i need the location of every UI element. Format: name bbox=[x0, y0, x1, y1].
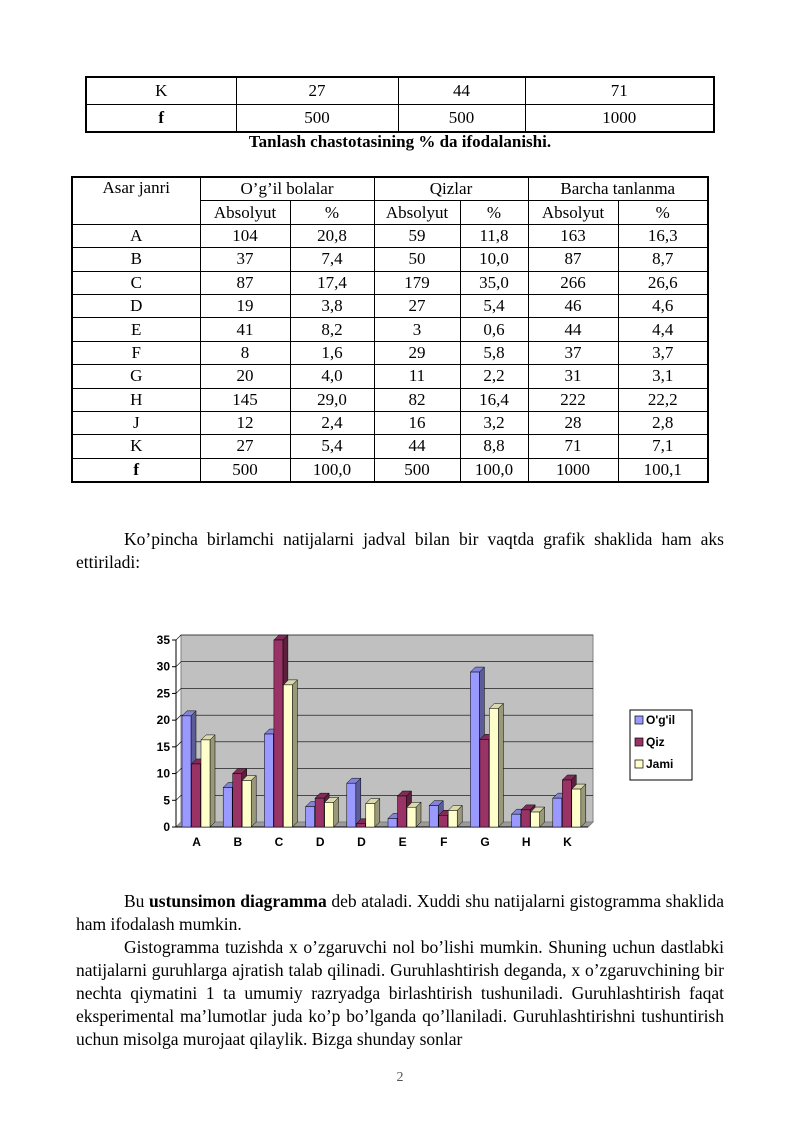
table-cell: 29 bbox=[374, 341, 460, 364]
legend-label: Qiz bbox=[646, 735, 665, 749]
table-cell: 3,1 bbox=[618, 365, 708, 388]
para-term-bold: ustunsimon diagramma bbox=[149, 891, 327, 911]
gridline-side bbox=[176, 662, 181, 667]
table-cell: 37 bbox=[528, 341, 618, 364]
table-cell: 1000 bbox=[525, 105, 714, 133]
subheader-cell: Absolyut bbox=[374, 201, 460, 224]
bar-qiz bbox=[398, 796, 407, 827]
table-cell: 27 bbox=[200, 435, 290, 458]
table-cell: 37 bbox=[200, 248, 290, 271]
bar-side bbox=[498, 703, 503, 827]
bar-qiz bbox=[192, 764, 201, 827]
table-cell: 26,6 bbox=[618, 271, 708, 294]
table-cell: 59 bbox=[374, 224, 460, 247]
table-row bbox=[72, 365, 708, 388]
y-tick-label: 5 bbox=[163, 793, 170, 808]
header-boys: O’g’il bolalar bbox=[200, 177, 374, 201]
gridline-side bbox=[176, 769, 181, 774]
bar-side bbox=[210, 735, 215, 827]
frequency-table-tail bbox=[85, 76, 715, 133]
paragraph-intro: Ko’pincha birlamchi natijalarni jadval bilan bir vaqtda grafik shaklida ham aks ettiriladi: bbox=[76, 529, 724, 572]
table-row bbox=[72, 248, 708, 271]
table-cell: 179 bbox=[374, 271, 460, 294]
legend-swatch bbox=[635, 760, 643, 768]
row-label: G bbox=[72, 365, 200, 388]
table-cell: 4,6 bbox=[618, 294, 708, 317]
bar-jami bbox=[283, 685, 292, 827]
table-cell: 71 bbox=[525, 77, 714, 105]
table-cell: 20 bbox=[200, 365, 290, 388]
row-label: K bbox=[86, 77, 236, 105]
table-cell: 145 bbox=[200, 388, 290, 411]
table-cell: 44 bbox=[398, 77, 525, 105]
para-text-before: Bu bbox=[124, 891, 150, 911]
table-cell: 20,8 bbox=[290, 224, 374, 247]
table-cell: 500 bbox=[200, 458, 290, 482]
bar-side bbox=[292, 680, 297, 827]
table-cell: 46 bbox=[528, 294, 618, 317]
row-label: J bbox=[72, 411, 200, 434]
table-cell: 17,4 bbox=[290, 271, 374, 294]
table-cell: 29,0 bbox=[290, 388, 374, 411]
table-cell: 50 bbox=[374, 248, 460, 271]
bar-ogil bbox=[264, 734, 273, 827]
table-cell: 5,4 bbox=[290, 435, 374, 458]
table-cell: 11 bbox=[374, 365, 460, 388]
table-cell: 27 bbox=[236, 77, 398, 105]
x-tick-label: K bbox=[563, 835, 572, 849]
bar-ogil bbox=[429, 806, 438, 827]
bar-ogil bbox=[553, 798, 562, 827]
header-girls: Qizlar bbox=[374, 177, 528, 201]
gridline-side bbox=[176, 742, 181, 747]
y-tick-label: 30 bbox=[156, 659, 170, 674]
table-row bbox=[86, 77, 714, 105]
gridline-side bbox=[176, 795, 181, 800]
gridline-side bbox=[176, 688, 181, 693]
x-tick-label: B bbox=[233, 835, 243, 849]
bar-qiz bbox=[439, 815, 448, 827]
bar-ogil bbox=[306, 807, 315, 827]
table-row bbox=[72, 341, 708, 364]
table-cell: 266 bbox=[528, 271, 618, 294]
gridline-side bbox=[176, 635, 181, 640]
paragraph-histogram: Gistogramma tuzishda x o’zgaruvchi nol bo’lishi mumkin. Shuning uchun dastlabki natijalarni guruhlarga ajratish talab qilinadi. Guruhlashtirish deganda, x o’zgaruvchining bir nechta qiymatini 1 ta umumiy razryadga birlashtirish tushuniladi. Guruhlashtirish faqat eksperimental ma’lumotlar juda ko’p bo’lganda qo’llaniladi. Guruhlashtirishni tushuntirish uchun misolga murojaat qilaylik. Bizga shunday sonlar bbox=[76, 937, 724, 1049]
table-cell: 2,4 bbox=[290, 411, 374, 434]
legend-swatch bbox=[635, 738, 643, 746]
bar-side bbox=[356, 778, 361, 827]
x-tick-label: H bbox=[521, 835, 531, 849]
legend-label: Jami bbox=[646, 757, 674, 771]
table-cell: 16 bbox=[374, 411, 460, 434]
bar-ogil bbox=[512, 814, 521, 827]
table-cell: 5,8 bbox=[460, 341, 528, 364]
bar-chart bbox=[140, 630, 720, 860]
x-tick-label: D bbox=[315, 835, 325, 849]
table-cell: 22,2 bbox=[618, 388, 708, 411]
subheader-cell: Absolyut bbox=[528, 201, 618, 224]
legend-label: O'g'il bbox=[646, 713, 676, 727]
table-cell: 500 bbox=[398, 105, 525, 133]
bar-jami bbox=[325, 802, 334, 827]
table-row bbox=[72, 271, 708, 294]
x-tick-label: A bbox=[192, 835, 201, 849]
table-row bbox=[72, 224, 708, 247]
bar-qiz bbox=[562, 780, 571, 827]
table-cell: 104 bbox=[200, 224, 290, 247]
table-cell: 500 bbox=[374, 458, 460, 482]
table-row bbox=[72, 388, 708, 411]
table-cell: 5,4 bbox=[460, 294, 528, 317]
gridline-side bbox=[176, 715, 181, 720]
table-cell: 31 bbox=[528, 365, 618, 388]
table-cell: 44 bbox=[528, 318, 618, 341]
table-cell: 8,8 bbox=[460, 435, 528, 458]
bar-qiz bbox=[274, 640, 283, 827]
table-cell: 44 bbox=[374, 435, 460, 458]
table-cell: 12 bbox=[200, 411, 290, 434]
para-text-after: deb ataladi. Xuddi shu natijalarni gistogramma shaklida ham ifodalash mumkin. bbox=[76, 891, 724, 934]
header-genre: Asar janri bbox=[72, 177, 200, 224]
y-tick-label: 35 bbox=[156, 633, 170, 647]
subheader-cell: % bbox=[290, 201, 374, 224]
table-cell: 3,8 bbox=[290, 294, 374, 317]
table-cell: 222 bbox=[528, 388, 618, 411]
y-tick-label: 25 bbox=[156, 686, 170, 701]
y-tick-label: 15 bbox=[156, 739, 170, 754]
bar-jami bbox=[448, 810, 457, 827]
table-cell: 71 bbox=[528, 435, 618, 458]
subheader-cell: % bbox=[460, 201, 528, 224]
bar-ogil bbox=[388, 818, 397, 827]
table-cell: 16,4 bbox=[460, 388, 528, 411]
table-cell: 0,6 bbox=[460, 318, 528, 341]
legend-swatch bbox=[635, 716, 643, 724]
bar-qiz bbox=[521, 810, 530, 827]
row-label: C bbox=[72, 271, 200, 294]
row-label: F bbox=[72, 341, 200, 364]
row-label: A bbox=[72, 224, 200, 247]
x-tick-label: E bbox=[398, 835, 407, 849]
y-tick-label: 20 bbox=[156, 713, 170, 728]
table-cell: 35,0 bbox=[460, 271, 528, 294]
table-cell: 10,0 bbox=[460, 248, 528, 271]
x-tick-label: D bbox=[357, 835, 366, 849]
table-row bbox=[72, 294, 708, 317]
bar-jami bbox=[489, 708, 498, 827]
bar-jami bbox=[201, 740, 210, 827]
table-row bbox=[72, 411, 708, 434]
x-tick-label: C bbox=[274, 835, 284, 849]
table-cell: 2,8 bbox=[618, 411, 708, 434]
row-label: f bbox=[72, 458, 200, 482]
table-cell: 8,2 bbox=[290, 318, 374, 341]
table-cell: 163 bbox=[528, 224, 618, 247]
row-label: H bbox=[72, 388, 200, 411]
header-all: Barcha tanlanma bbox=[528, 177, 708, 201]
table-cell: 3,7 bbox=[618, 341, 708, 364]
bar-jami bbox=[242, 781, 251, 827]
table-cell: 1000 bbox=[528, 458, 618, 482]
table-caption: Tanlash chastotasining % da ifodalanishi. bbox=[248, 132, 552, 151]
table-cell: 11,8 bbox=[460, 224, 528, 247]
row-label: D bbox=[72, 294, 200, 317]
table-cell: 27 bbox=[374, 294, 460, 317]
table-cell: 8 bbox=[200, 341, 290, 364]
table-cell: 7,1 bbox=[618, 435, 708, 458]
bar-ogil bbox=[182, 716, 191, 827]
table-cell: 4,0 bbox=[290, 365, 374, 388]
row-label: B bbox=[72, 248, 200, 271]
bar-qiz bbox=[233, 774, 242, 827]
bar-qiz bbox=[480, 739, 489, 827]
y-tick-label: 10 bbox=[156, 766, 170, 781]
table-cell: 87 bbox=[528, 248, 618, 271]
table-cell: 8,7 bbox=[618, 248, 708, 271]
table-cell: 19 bbox=[200, 294, 290, 317]
bar-ogil bbox=[223, 787, 232, 827]
bar-jami bbox=[572, 789, 581, 827]
table-cell: 87 bbox=[200, 271, 290, 294]
subheader-cell: Absolyut bbox=[200, 201, 290, 224]
row-label: K bbox=[72, 435, 200, 458]
table-cell: 500 bbox=[236, 105, 398, 133]
bar-jami bbox=[531, 812, 540, 827]
table-cell: 82 bbox=[374, 388, 460, 411]
paragraph-bar-chart bbox=[76, 890, 724, 936]
table-cell: 100,0 bbox=[290, 458, 374, 482]
bar-jami bbox=[366, 803, 375, 827]
table-cell: 3,2 bbox=[460, 411, 528, 434]
table-row bbox=[72, 435, 708, 458]
bar-jami bbox=[407, 807, 416, 827]
table-cell: 1,6 bbox=[290, 341, 374, 364]
table-cell: 16,3 bbox=[618, 224, 708, 247]
bar-qiz bbox=[356, 824, 365, 827]
row-label: f bbox=[86, 105, 236, 133]
table-cell: 41 bbox=[200, 318, 290, 341]
table-cell: 7,4 bbox=[290, 248, 374, 271]
y-tick-label: 0 bbox=[163, 820, 170, 834]
subheader-cell: % bbox=[618, 201, 708, 224]
bar-ogil bbox=[470, 672, 479, 827]
table-row bbox=[72, 458, 708, 482]
bar-side bbox=[251, 776, 256, 827]
x-tick-label: F bbox=[440, 835, 448, 849]
percentage-table bbox=[71, 176, 709, 483]
bar-side bbox=[581, 784, 586, 827]
table-row bbox=[72, 318, 708, 341]
x-tick-label: G bbox=[480, 835, 490, 849]
table-cell: 100,0 bbox=[460, 458, 528, 482]
table-row bbox=[86, 105, 714, 133]
page-number: 2 bbox=[396, 1070, 404, 1085]
table-cell: 3 bbox=[374, 318, 460, 341]
table-cell: 4,4 bbox=[618, 318, 708, 341]
table-cell: 100,1 bbox=[618, 458, 708, 482]
bar-ogil bbox=[347, 783, 356, 827]
table-cell: 28 bbox=[528, 411, 618, 434]
bar-qiz bbox=[315, 798, 324, 827]
table-cell: 2,2 bbox=[460, 365, 528, 388]
row-label: E bbox=[72, 318, 200, 341]
